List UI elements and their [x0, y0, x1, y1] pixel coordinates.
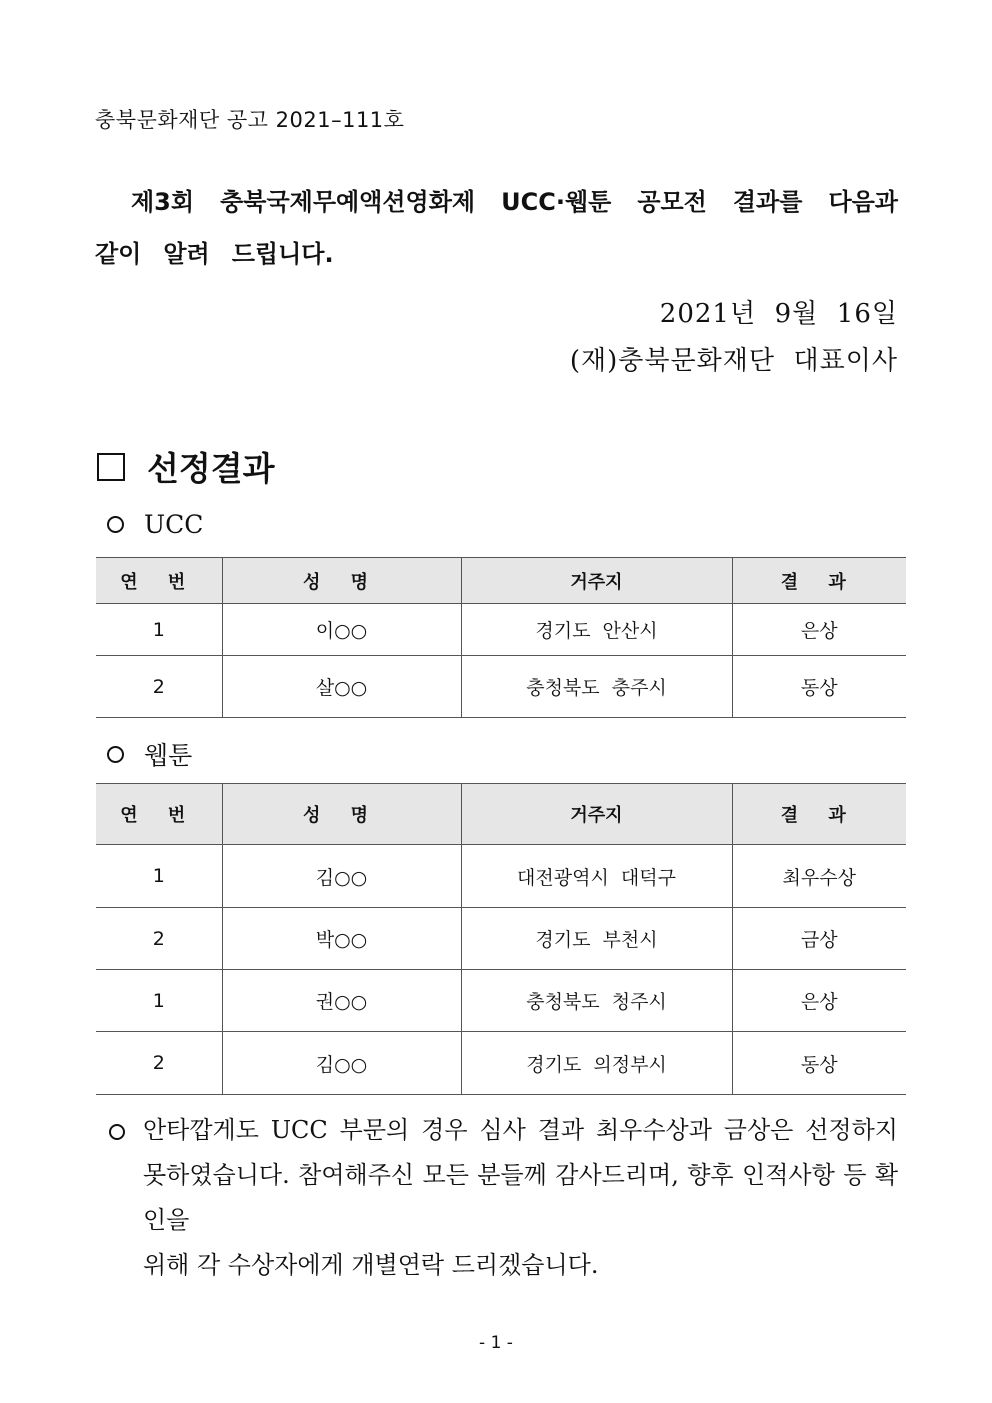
cell-result: 은상: [732, 970, 906, 1032]
cell-name: 권○○: [222, 970, 461, 1032]
cell-number: 2: [96, 1032, 222, 1095]
intro-word: 알려: [163, 240, 210, 268]
table-row: [96, 970, 906, 1032]
circle-bullet-icon: [107, 516, 124, 533]
cell-result: 동상: [732, 1032, 906, 1095]
table-header-row: [96, 784, 906, 845]
cell-residence: 충청북도 충주시: [461, 656, 732, 718]
cell-result: 최우수상: [732, 845, 906, 908]
table-row: [96, 656, 906, 718]
cell-number: 1: [96, 604, 222, 656]
intro-word: UCC·웹툰: [501, 188, 612, 216]
note-line-3: 위해 각 수상자에게 개별연락 드리겠습니다.: [143, 1251, 599, 1279]
cell-name: 이○○: [222, 604, 461, 656]
cell-number: 2: [96, 656, 222, 718]
issuer: (재)충북문화재단 대표이사: [569, 346, 898, 376]
column-header-result: 결 과: [732, 558, 906, 604]
cell-name: 김○○: [222, 1032, 461, 1095]
column-header-name: 성 명: [222, 784, 461, 845]
webtoon-heading-text: 웹툰: [144, 741, 193, 770]
cell-result: 동상: [732, 656, 906, 718]
intro-word: 제3회: [131, 188, 195, 216]
intro-word: 결과를: [732, 188, 803, 216]
table-row: [96, 604, 906, 656]
cell-residence: 경기도 부천시: [461, 908, 732, 970]
section-title-text: 선정결과: [147, 449, 275, 488]
cell-number: 2: [96, 908, 222, 970]
ucc-results-table: [96, 557, 906, 718]
cell-residence: 충청북도 청주시: [461, 970, 732, 1032]
cell-residence: 대전광역시 대덕구: [461, 845, 732, 908]
column-header-residence: 거주지: [461, 558, 732, 604]
section-title: [97, 443, 275, 490]
table-row: [96, 908, 906, 970]
intro-line-1: [95, 176, 898, 228]
circle-bullet-icon: [107, 746, 124, 763]
cell-result: 은상: [732, 604, 906, 656]
cell-residence: 경기도 의정부시: [461, 1032, 732, 1095]
intro-word: 충북국제무예액션영화제: [220, 188, 476, 216]
table-header-row: [96, 558, 906, 604]
table-row: [96, 1032, 906, 1095]
intro-word: 드립니다.: [231, 240, 334, 268]
column-header-name: 성 명: [222, 558, 461, 604]
intro-line-2: [95, 228, 898, 280]
intro-paragraph: [95, 176, 898, 280]
cell-residence: 경기도 안산시: [461, 604, 732, 656]
closing-note: [107, 1108, 898, 1288]
cell-name: 김○○: [222, 845, 461, 908]
column-header-residence: 거주지: [461, 784, 732, 845]
table-row: [96, 845, 906, 908]
intro-word: 같이: [95, 240, 142, 268]
intro-word: 다음과: [828, 188, 898, 216]
column-header-number: 연 번: [96, 558, 222, 604]
intro-word: 공모전: [637, 188, 707, 216]
page-number: - 1 -: [479, 1333, 513, 1353]
notice-number: 충북문화재단 공고 2021–111호: [95, 108, 405, 132]
note-line-1: 안타깝게도 UCC 부문의 경우 심사 결과 최우수상과 금상은 선정하지: [143, 1116, 898, 1144]
column-header-result: 결 과: [732, 784, 906, 845]
square-bullet-icon: [97, 453, 125, 481]
cell-number: 1: [96, 845, 222, 908]
cell-name: 살○○: [222, 656, 461, 718]
cell-number: 1: [96, 970, 222, 1032]
ucc-heading-text: UCC: [144, 510, 204, 539]
column-header-number: 연 번: [96, 784, 222, 845]
issue-date: 2021년 9월 16일: [659, 299, 898, 329]
note-line-2: 못하였습니다. 참여해주신 모든 분들께 감사드리며, 향후 인적사항 등 확인을: [143, 1161, 898, 1234]
webtoon-heading: [107, 736, 192, 772]
ucc-heading: [107, 510, 203, 539]
circle-bullet-icon: [109, 1124, 125, 1140]
cell-result: 금상: [732, 908, 906, 970]
webtoon-results-table: [96, 783, 906, 1095]
cell-name: 박○○: [222, 908, 461, 970]
